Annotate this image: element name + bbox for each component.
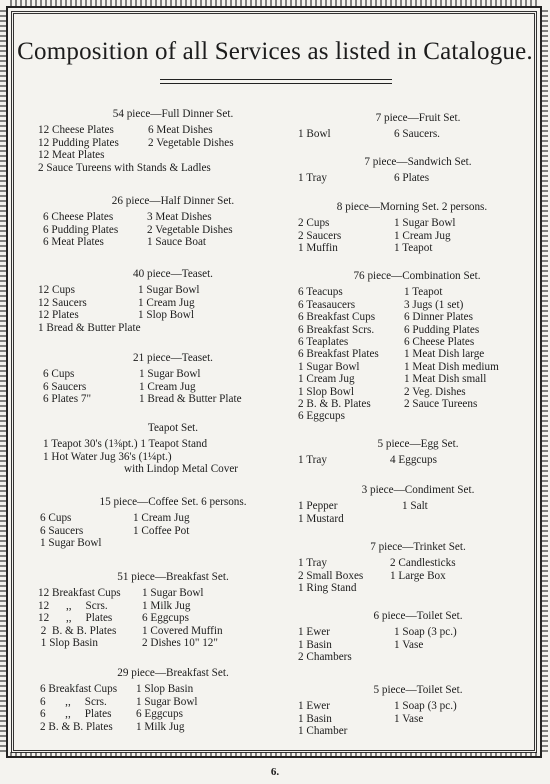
item: 6 Breakfast Cups xyxy=(40,683,118,696)
item: 1 Ewer xyxy=(298,626,330,639)
section-title: Teapot Set. xyxy=(147,422,199,434)
item: 6 Meat Plates xyxy=(43,236,104,249)
item: 1 Chamber xyxy=(298,725,348,738)
item: 2 Vegetable Dishes xyxy=(148,136,234,149)
item: 6 Pudding Plates xyxy=(404,323,480,336)
item: 1 Sugar Bowl xyxy=(142,587,204,600)
item: 12 Pudding Plates xyxy=(38,136,119,149)
item: 12 Meat Plates xyxy=(38,149,105,162)
item: 6 Breakfast Plates xyxy=(298,348,379,361)
item: 6 Teasaucers xyxy=(298,298,356,311)
item: with Lindop Metal Cover xyxy=(124,463,239,476)
item: 2 B. & B. Plates xyxy=(298,398,371,411)
item: 2 Small Boxes xyxy=(298,569,364,582)
item: 6 Saucers xyxy=(40,524,84,537)
item: 1 Pepper xyxy=(298,500,338,513)
item: 12 Breakfast Cups xyxy=(38,587,121,600)
item: 12 Cheese Plates xyxy=(38,124,114,137)
item: 1 Sugar Bowl xyxy=(298,360,360,373)
item: 1 Covered Muffin xyxy=(142,624,223,637)
service-3-condiment xyxy=(298,484,518,525)
item: 1 Sugar Bowl xyxy=(136,695,198,708)
item: 12 ,, Scrs. xyxy=(38,599,108,612)
item: 6 Saucers. xyxy=(394,128,440,141)
section-title: 7 piece—Sandwich Set. xyxy=(364,156,472,168)
item: 1 Sugar Bowl xyxy=(139,368,201,381)
item: 1 Soap (3 pc.) xyxy=(394,626,457,639)
item: 6 Cheese Plates xyxy=(404,336,475,349)
item: 6 Plates 7" xyxy=(43,393,92,406)
item: 1 Basin xyxy=(298,712,332,725)
service-8-morning xyxy=(298,201,518,255)
item: 1 Meat Dish medium xyxy=(404,360,499,373)
item: 1 Bowl xyxy=(298,128,331,141)
item: 2 Candlesticks xyxy=(390,557,456,570)
item: 1 Slop Bowl xyxy=(138,309,194,322)
service-5-egg xyxy=(298,438,518,467)
item: 6 Teaplates xyxy=(298,336,349,349)
item: 1 Sugar Bowl xyxy=(394,217,456,230)
item: 1 Tray xyxy=(298,172,327,185)
item: 1 Sauce Boat xyxy=(147,236,207,249)
item: 1 Mustard xyxy=(298,512,344,525)
item: 1 Teapot xyxy=(404,286,443,299)
item: 6 Teacups xyxy=(298,286,343,299)
item: 2 Vegetable Dishes xyxy=(147,223,233,236)
item: 1 Basin xyxy=(298,638,332,651)
item: 1 Meat Dish large xyxy=(404,348,485,361)
item: 12 Cups xyxy=(38,284,75,297)
item: 6 Breakfast Cups xyxy=(298,311,376,324)
item: 1 Cream Jug xyxy=(298,373,355,386)
service-7-sandwich xyxy=(298,156,518,185)
section-title: 7 piece—Trinket Set. xyxy=(370,541,466,553)
item: 2 Veg. Dishes xyxy=(404,385,466,398)
section-title: 26 piece—Half Dinner Set. xyxy=(111,195,235,207)
border-pattern-top xyxy=(10,0,540,6)
item: 6 Plates xyxy=(394,172,430,185)
item: 1 Vase xyxy=(394,638,424,651)
item: 1 Soap (3 pc.) xyxy=(394,700,457,713)
border-pattern-right xyxy=(542,8,548,752)
item: 1 Milk Jug xyxy=(136,720,185,733)
item: 1 Bread & Butter Plate xyxy=(139,393,242,406)
item: 2 Saucers xyxy=(298,229,342,242)
section-title: 7 piece—Fruit Set. xyxy=(375,112,461,124)
title-rule-1 xyxy=(160,79,392,80)
service-76-combination xyxy=(298,270,518,423)
service-7-fruit xyxy=(298,112,518,141)
item: 12 Saucers xyxy=(38,296,87,309)
item: 1 Meat Dish small xyxy=(404,373,487,386)
item: 6 Eggcups xyxy=(136,708,183,721)
item: 1 Ring Stand xyxy=(298,582,357,595)
item: 1 Cream Jug xyxy=(133,512,190,525)
item: 2 Chambers xyxy=(298,651,352,664)
item: 3 Meat Dishes xyxy=(147,211,212,224)
section-title: 40 piece—Teaset. xyxy=(133,268,213,280)
item: 1 Ewer xyxy=(298,700,330,713)
section-title: 15 piece—Coffee Set. 6 persons. xyxy=(99,496,247,508)
item: 1 Teapot xyxy=(394,242,433,255)
item: 6 Breakfast Scrs. xyxy=(298,323,375,336)
item: 2 Sauce Tureens with Stands & Ladles xyxy=(38,161,211,174)
item: 1 Slop Basin xyxy=(38,637,98,650)
section-title: 54 piece—Full Dinner Set. xyxy=(112,108,234,120)
service-40-teaset xyxy=(38,268,288,334)
item: 1 Coffee Pot xyxy=(133,524,190,537)
item: 1 Vase xyxy=(394,712,424,725)
item: 12 Plates xyxy=(38,309,79,322)
item: 1 Slop Bowl xyxy=(298,385,354,398)
item: 2 B. & B. Plates xyxy=(40,720,113,733)
item: 3 Jugs (1 set) xyxy=(404,298,464,311)
item: 1 Cream Jug xyxy=(139,380,196,393)
item: 1 Teapot 30's (1⅜pt.) 1 Teapot Stand xyxy=(43,438,208,451)
service-21-teaset xyxy=(38,352,288,406)
item: 1 Cream Jug xyxy=(394,229,451,242)
service-5-toilet xyxy=(298,684,518,738)
item: 2 B. & B. Plates xyxy=(38,624,117,637)
item: 6 Cups xyxy=(40,512,72,525)
item: 6 Dinner Plates xyxy=(404,311,473,324)
item: 1 Hot Water Jug 36's (1¼pt.) xyxy=(43,450,172,463)
section-title: 51 piece—Breakfast Set. xyxy=(117,571,229,583)
item: 4 Eggcups xyxy=(390,454,437,467)
section-title: 8 piece—Morning Set. 2 persons. xyxy=(336,201,488,213)
item: 1 Tray xyxy=(298,454,327,467)
item: 6 Pudding Plates xyxy=(43,223,119,236)
item: 6 Cups xyxy=(43,368,75,381)
service-teapot-set xyxy=(38,422,288,476)
section-title: 29 piece—Breakfast Set. xyxy=(117,667,229,679)
item: 12 ,, Plates xyxy=(38,612,113,625)
section-title: 5 piece—Egg Set. xyxy=(377,438,459,450)
section-title: 5 piece—Toilet Set. xyxy=(373,684,463,696)
service-26-half-dinner xyxy=(38,195,288,249)
section-title: 3 piece—Condiment Set. xyxy=(361,484,475,496)
section-title: 21 piece—Teaset. xyxy=(133,352,213,364)
item: 1 Milk Jug xyxy=(142,599,191,612)
page-title: Composition of all Services as listed in Catalogue. xyxy=(17,38,533,65)
item: 6 ,, Scrs. xyxy=(40,695,107,708)
item: 2 Cups xyxy=(298,217,330,230)
item: 1 Cream Jug xyxy=(138,296,195,309)
item: 1 Sugar Bowl xyxy=(138,284,200,297)
item: 1 Slop Basin xyxy=(136,683,194,696)
item: 1 Sugar Bowl xyxy=(40,537,102,550)
service-29-breakfast xyxy=(38,667,288,733)
item: 6 Eggcups xyxy=(298,410,345,423)
service-54-full-dinner xyxy=(38,108,288,174)
item: 2 Sauce Tureens xyxy=(404,398,478,411)
border-pattern-bottom xyxy=(10,752,540,758)
item: 6 Cheese Plates xyxy=(43,211,114,224)
section-title: 6 piece—Toilet Set. xyxy=(373,610,463,622)
service-15-coffee xyxy=(38,496,288,550)
border-pattern-left xyxy=(0,8,6,752)
item: 6 Eggcups xyxy=(142,612,189,625)
page-number: 6. xyxy=(270,766,280,778)
item: 6 Saucers xyxy=(43,380,87,393)
item: 1 Salt xyxy=(402,500,428,513)
item: 1 Bread & Butter Plate xyxy=(38,321,141,334)
item: 2 Dishes 10" 12" xyxy=(142,637,218,650)
service-51-breakfast xyxy=(38,571,288,649)
section-title: 76 piece—Combination Set. xyxy=(353,270,481,282)
service-6-toilet xyxy=(298,610,518,664)
item: 1 Muffin xyxy=(298,242,338,255)
item: 1 Large Box xyxy=(390,569,446,582)
item: 1 Tray xyxy=(298,557,327,570)
item: 6 ,, Plates xyxy=(40,708,112,721)
item: 6 Meat Dishes xyxy=(148,124,213,137)
title-rule-2 xyxy=(160,83,392,84)
service-7-trinket xyxy=(298,541,518,595)
